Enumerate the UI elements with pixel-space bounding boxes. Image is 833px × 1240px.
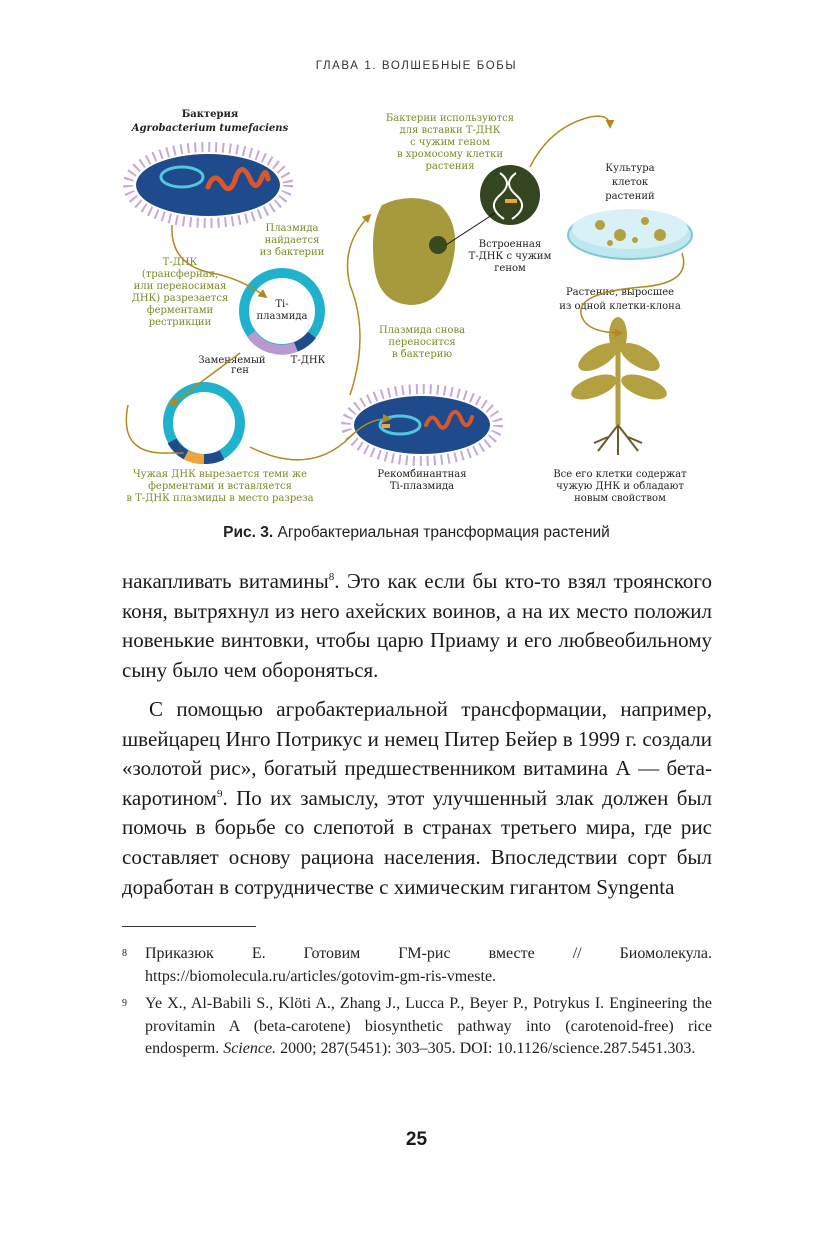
plant-grown-label-2: из одной клетки-клона [559,301,681,312]
bacterium-title: Бактерия [181,109,239,120]
figure-caption [0,524,833,542]
culture-label-1: Культура [605,163,655,174]
bacteria-used-label-4: в хромосому клетки [396,149,504,160]
tdna-cut-label-6: рестрикции [148,317,212,328]
footnote-ref-9[interactable]: 9 [216,787,223,800]
embedded-tdna-label-3: геном [494,263,526,274]
caption-text: Агробактериальная трансформация растений [273,524,610,541]
plasmid-back-label-2: переносится [388,337,456,348]
culture-label-2: клеток [611,177,649,188]
plant [568,317,670,455]
paragraph-1 [122,567,712,685]
footnote-9-text-b: 2000; 287(5451): 303–305. DOI: 10.1126/science.287.5451.303. [276,1040,696,1057]
bacterium-2 [346,389,498,461]
ti-plasmid-label-2: плазмида [256,311,308,322]
paragraph-2-text-b: . По их замыслу, этот улучшенный злак должен был помочь в борьбе со слепотой в странах третьего мира, где рис составляет основу рациона населения. Впоследствии сорт был доработан в сотрудничестве с химическим гигантом Syngenta [122,785,712,899]
all-cells-label-1: Все его клетки содержат [553,469,687,480]
foreign-dna-label-1: Чужая ДНК вырезается теми же [132,469,308,480]
tdna-cut-label-4: ДНК) разрезается [131,293,229,304]
arrow-5 [348,215,371,395]
plant-grown-label-1: Растение, выросшее [565,287,675,298]
embedded-tdna-label-1: Встроенная [478,239,542,250]
bacteria-used-label-2: для вставки Т-ДНК [399,125,501,136]
footnote-8 [122,943,712,988]
ti-plasmid-label-1: Ti- [275,299,289,310]
paragraph-1-text-b: . Это как если бы кто-то взял троянского коня, вытряхнул из него ахейских воинов, а на их место положил новенькие винтовки, чтобы царю Приаму и его любвеобильному сыну было чем обороняться. [122,569,712,682]
all-cells-label-3: новым свойством [574,493,666,504]
running-head: ГЛАВА 1. ВОЛШЕБНЫЕ БОБЫ [315,60,518,72]
footnote-8-text: Приказюк Е. Готовим ГМ-рис вместе // Биомолекула. https://biomolecula.ru/articles/gotovim-gm-ris-vmeste. [145,945,712,985]
paragraph-2-text-a: С помощью агробактериальной трансформации, например, швейцарец Инго Потрикус и немец Питер Бейер в 1999 г. создали «золотой рис», богатый предшественником витамина А — бета-каротином [122,697,712,810]
bacteria-used-label-1: Бактерии используются [385,113,515,124]
bacteria-used-label-3: с чужим геном [410,137,490,148]
agrobacterium-transformation-figure [100,95,740,515]
footnote-9 [122,993,712,1061]
plant-cell [373,165,540,305]
tdna-cut-label-2: (трансферная, [141,269,219,280]
footnote-9-journal: Science. [223,1040,277,1057]
page-number: 25 [405,1129,428,1150]
all-cells-label-2: чужую ДНК и обладают [556,481,684,492]
plasmid-back-label-1: Плазмида снова [378,325,466,336]
arrow-6 [530,116,610,167]
plasmid-found-label-3: из бактерии [259,247,325,258]
bacterium-1 [128,147,288,223]
foreign-dna-label-3: в Т-ДНК плазмиды в место разреза [126,493,314,504]
bacteria-used-label-5: растения [425,161,475,172]
recombinant-label-1: Рекомбинантная [377,469,467,480]
tdna-cut-label-1: Т-ДНК [162,257,198,268]
footnote-separator [122,926,256,927]
tdna-cut-label-3: или переносимая [133,281,227,292]
footnote-9-number: 9 [122,998,127,1009]
replaceable-gene-label-2: ген [231,365,249,376]
culture-dish [568,209,692,259]
bacterium-species: Agrobacterium tumefaciens [131,123,289,134]
recombinant-label-2: Ti-плазмида [389,481,455,492]
plasmid-back-label-3: в бактерию [391,349,453,360]
culture-label-3: растений [605,191,655,202]
footnote-9-text-a: Ye X., Al-Babili S., Klöti A., Zhang J., Lucca P., Beyer P., Potrykus I. Engineering the provitamin A (beta-carotene) biosynthetic pathway into (carotenoid-free) rice endosperm. [145,995,712,1057]
footnote-8-number: 8 [122,948,127,959]
caption-label: Рис. 3. [223,524,274,541]
paragraph-1-text-a: накапливать витамины [122,569,329,593]
paragraph-2 [122,695,712,902]
replaceable-gene-label-1: Заменяемый [198,355,266,366]
footnote-ref-8[interactable]: 8 [328,571,335,583]
foreign-dna-label-2: ферментами и вставляется [148,481,292,492]
plasmid-found-label-1: Плазмида [265,223,319,234]
plasmid-found-label-2: найдается [264,235,320,246]
tdna-cut-label-5: ферментами [146,305,214,316]
tdna-short-label: Т-ДНК [290,355,326,366]
footnote-9-body [145,993,712,1061]
embedded-tdna-label-2: Т-ДНК с чужим [468,251,552,262]
